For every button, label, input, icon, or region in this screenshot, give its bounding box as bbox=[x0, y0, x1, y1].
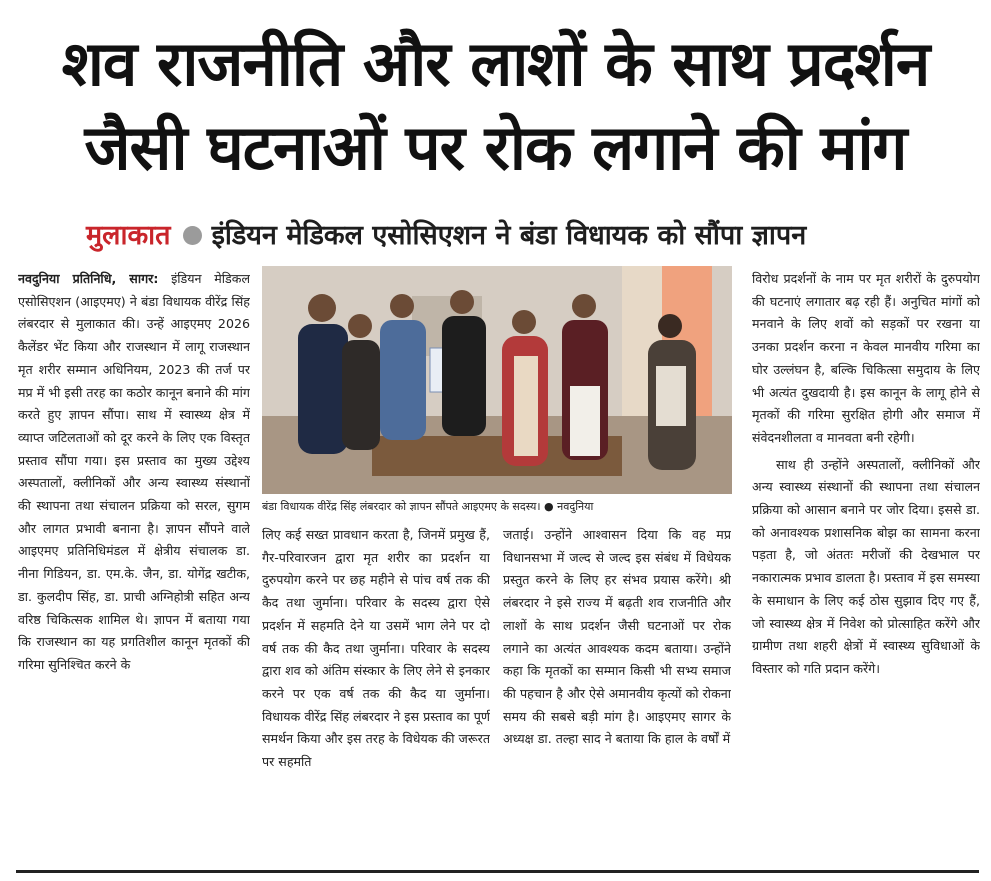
news-photo-illustration bbox=[262, 266, 732, 494]
headline bbox=[0, 22, 991, 190]
photo-caption: बंडा विधायक वीरेंद्र सिंह लंबरदार को ज्ञापन सौंपते आइएमए के सदस्य। ● नवदुनिया bbox=[262, 500, 594, 513]
bullet-dot-icon bbox=[183, 226, 202, 245]
headline-line-2: जैसी घटनाओं पर रोक लगाने की मांग bbox=[84, 111, 907, 184]
article-column-1 bbox=[18, 268, 250, 858]
subheadline bbox=[86, 216, 966, 256]
article-column-2: लिए कई सख्त प्रावधान करता है, जिनमें प्रमुख हैं, गैर-परिवारजन द्वारा मृत शरीर का प्रदर्शन या दुरुपयोग करने पर छह महीने से पांच वर्ष तक की कैद तथा जुर्माना। परिवार के सदस्य द्वारा ऐसे प्रदर्शन में सहमति देने या उसमें भाग लेने पर दो वर्ष तक की कैद तथा जुर्माना। परिवार के सदस्य द्वारा शव को अंतिम संस्कार के लिए लेने से इनकार करने पर एक वर्ष तक की कैद या जुर्माना। विधायक वीरेंद्र सिंह लंबरदार ने इस प्रस्ताव का पूर्ण समर्थन किया और इस तरह के विधेयक की जरूरत पर सहमति bbox=[262, 527, 490, 770]
bottom-rule bbox=[16, 870, 979, 873]
article-paragraph-4a: विरोध प्रदर्शनों के नाम पर मृत शरीरों के दुरुपयोग की घटनाएं लगातार बढ़ रही हैं। अनुचित मांगों को मनवाने के लिए शवों को सड़कों पर रखना या उनका प्रदर्शन करना न केवल मानवीय गरिमा का घोर उल्लंघन है, बल्कि चिकित्सा समुदाय के लिए भी अत्यंत दुखदायी है। इस कानून के लागू होने से मृतकों की गरिमा सुरक्षित होगी और समाज में संवेदनशीलता व मानवता बनी रहेगी। bbox=[752, 271, 980, 445]
kicker-label: मुलाकात bbox=[86, 220, 171, 251]
subheadline-text: इंडियन मेडिकल एसोसिएशन ने बंडा विधायक को सौंपा ज्ञापन bbox=[211, 220, 807, 251]
article-text-1: इंडियन मेडिकल एसोसिएशन (आइएमए) ने बंडा विधायक वीरेंद्र सिंह लंबरदार से मुलाकात की। उन्हें आइएमए 2026 कैलेंडर भेंट किया और राजस्थान में लागू राजस्थान मृत शरीर सम्मान अधिनियम, 2023 की तर्ज पर मप्र में भी इसी तरह का कठोर कानून बनाने की मांग करते हुए ज्ञापन सौंपा। साथ में स्वास्थ्य क्षेत्र में व्याप्त जटिलताओं को दूर करने के लिए एक विस्तृत प्रस्ताव सौंपा गया। इस प्रस्ताव का मुख्य उद्देश्य अस्पतालों, क्लीनिकों और अन्य स्वास्थ्य संस्थानों की स्थापना तथा संचालन प्रक्रिया को सरल, सुगम और लागत प्रभावी बनाना है। ज्ञापन सौंपने वाले आइएमए प्रतिनिधिमंडल में क्षेत्रीय संचालक डा. नीना गिडियन, डा. एम.के. जैन, डा. योगेंद्र खटीक, डा. कुलदीप सिंह, डा. प्राची अग्निहोत्री सहित अन्य वरिष्ठ चिकित्सक शामिल थे। ज्ञापन में बताया गया कि राजस्थान का यह प्रगतिशील कानून मृतकों की गरिमा सुनिश्चित करने के bbox=[18, 271, 250, 672]
article-paragraph-4b: साथ ही उन्होंने अस्पतालों, क्लीनिकों और अन्य स्वास्थ्य संस्थानों की स्थापना तथा संचालन प्रक्रिया को आसान बनाने पर जोर दिया। इससे डा. को अनावश्यक प्रशासनिक बोझ का सामना करना पड़ता है, जो अंततः मरीजों की देखभाल पर नकारात्मक प्रभाव डालता है। प्रस्ताव में इस समस्या के समाधान के लिए कई ठोस सुझाव दिए गए हैं, जो स्वास्थ्य क्षेत्र में निवेश को प्रोत्साहित करेंगे और ग्रामीण तथा शहरी क्षेत्रों में स्वास्थ्य सुविधाओं के विस्तार को गति प्रदान करेंगे। bbox=[752, 456, 980, 676]
article-column-3: जताई। उन्होंने आश्वासन दिया कि वह मप्र विधानसभा में जल्द से जल्द इस संबंध में विधेयक प्रस्तुत करने के लिए हर संभव प्रयास करेंगे। श्री लंबरदार ने इसे राज्य में बढ़ती शव राजनीति और लाशों के साथ प्रदर्शन जैसी घटनाओं पर रोक लगाने का अत्यंत आवश्यक कदम बताया। उन्होंने कहा कि मृतकों का सम्मान किसी भी सभ्य समाज की पहचान है और ऐसे अमानवीय कृत्यों को रोकना समय की सबसे बड़ी मांग है। आइएमए सागर के अध्यक्ष डा. तल्हा साद ने बताया कि हाल के वर्षों में bbox=[503, 527, 731, 747]
news-photo bbox=[262, 266, 732, 494]
article-column-4 bbox=[752, 268, 980, 858]
dateline: नवदुनिया प्रतिनिधि, सागर: bbox=[18, 271, 159, 286]
headline-line-1: शव राजनीति और लाशों के साथ प्रदर्शन bbox=[61, 27, 930, 100]
